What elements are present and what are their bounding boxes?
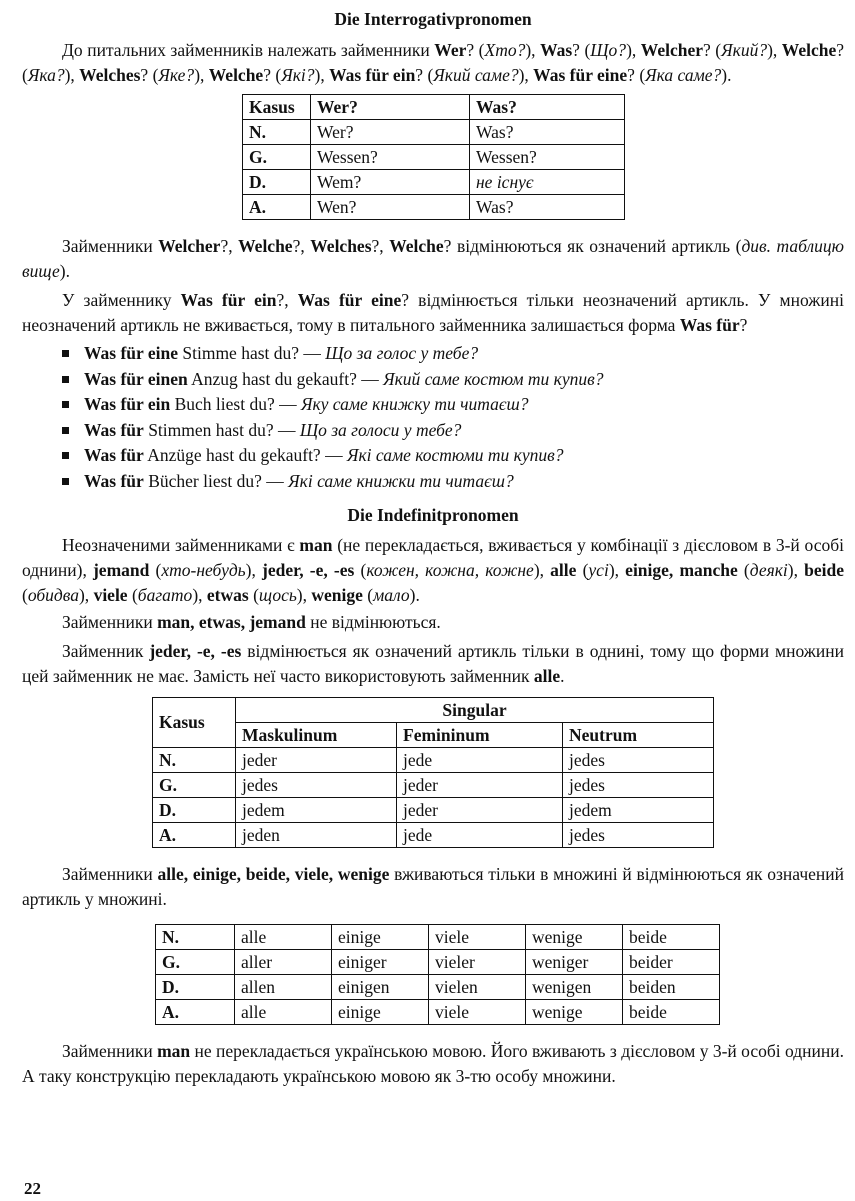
text-run: ( [737,560,750,580]
table-cell: beider [623,950,720,975]
text-run: Bücher liest du? — [143,470,289,491]
case-cell: A. [243,195,311,220]
singular-header: Singular [236,698,714,723]
bold-text: man, etwas, jemand [157,612,306,632]
bold-text: Welcher [158,236,221,256]
text-run: відмінюється як означений артикль тільки в однині, тому що форми множини цей займенник не має. Замість неї часто використовують займенник [22,641,844,686]
bold-text: Was für ein [84,394,171,414]
table-row [243,170,625,195]
italic-text: обидва [27,585,79,605]
table-cell: jede [397,748,563,773]
table-cell: einigen [332,975,429,1000]
text-run: Неозначеними займенниками є [62,535,300,555]
table-cell: Was? [470,195,625,220]
header-cell: Maskulinum [236,723,397,748]
text-run: Stimme hast du? — [178,343,326,363]
table-cell: alle [235,925,332,950]
table-cell: jede [397,823,563,848]
table-cell: einige [332,1000,429,1025]
bold-text: alle, einige, beide, viele, wenige [157,864,390,884]
italic-text: Яку саме книжку ти читаєш? [300,394,529,414]
text-run: не відмінюються. [305,612,441,632]
table-cell: beide [623,925,720,950]
bold-text: Was [540,40,573,60]
bold-text: alle [550,560,577,580]
bold-text: beide [804,560,845,580]
bold-text: Was für eine [84,343,178,363]
table-cell: wenigen [526,975,623,1000]
list-item [22,367,844,393]
case-cell: N. [243,120,311,145]
italic-text: деякі [749,560,788,580]
italic-text: усі [588,560,609,580]
table-header-row [153,698,714,723]
table-cell: weniger [526,950,623,975]
table-cell: wenige [526,1000,623,1025]
table-cell: jeder [236,748,397,773]
text-run: ), [767,40,782,60]
text-run: Anzug hast du gekauft? — [187,368,384,389]
italic-text: див. таблицю вище [22,236,844,281]
page-content [22,4,844,1089]
table-cell: jeder [397,773,563,798]
text-run: До питальних займенників належать займенники [62,40,435,60]
bold-text: Was für einen [84,368,188,389]
case-cell: A. [153,823,236,848]
italic-text: Яка? [27,65,65,85]
case-cell: N. [153,748,236,773]
bold-text: Was für ein [180,290,277,310]
was-fuer-paragraph [22,288,844,338]
table-cell: viele [429,1000,526,1025]
text-run: Займенники [62,236,159,256]
plural-paragraph [22,862,844,912]
text-run: ? ( [627,65,646,85]
text-run: ). [59,261,70,281]
italic-text: Який саме? [433,65,519,85]
text-run: ? ( [466,40,485,60]
italic-text: мало [373,585,410,605]
example-text [84,471,514,491]
text-run: (не перекладається, вживається у комбінації з дієсловом в 3-й особі однини), [22,535,844,580]
bold-text: Was für [679,315,740,335]
table-cell: jedes [236,773,397,798]
header-cell: Kasus [243,95,311,120]
italic-text: Що за голос у тебе? [325,343,479,363]
table-cell: wenige [526,925,623,950]
bold-text: einige, manche [625,560,738,580]
table-cell: Wen? [311,195,470,220]
italic-text: Хто? [484,40,526,60]
kasus-header: Kasus [153,698,236,748]
bold-text: wenige [311,585,363,605]
bold-text: Was für [84,445,144,465]
text-run: ), [608,560,626,580]
text-run: ( [362,585,374,605]
text-run: ), [525,40,541,60]
text-run: ? ( [22,40,845,85]
bold-text: Wer [434,40,467,60]
text-run: ), [787,560,805,580]
text-run: ? ( [572,40,591,60]
list-item [22,469,844,495]
italic-text: Які? [281,65,315,85]
table-cell: jedem [236,798,397,823]
jeder-paragraph [22,639,844,689]
text-run: ), [78,585,94,605]
text-run: Займенники [62,612,158,632]
text-run: ( [22,585,28,605]
italic-text: Що за голоси у тебе? [299,419,462,440]
italic-text: Які саме костюми ти купив? [346,445,564,465]
text-run: ?, [220,236,239,256]
table-cell: allen [235,975,332,1000]
italic-text: Яка саме? [645,65,722,85]
table-cell: aller [235,950,332,975]
text-run: ), [194,65,209,85]
bold-text: Welches [310,236,372,256]
example-text [84,420,461,440]
example-text [84,394,528,414]
table-row [243,120,625,145]
header-cell: Neutrum [563,723,714,748]
table-cell: jedem [563,798,714,823]
text-run: ), [533,560,551,580]
man-paragraph [22,1039,844,1089]
plural-table [155,924,720,1025]
bold-text: Was für eine [533,65,628,85]
table-cell: Was? [470,120,625,145]
table-cell: Wessen? [470,145,625,170]
text-run: Займенники [62,1041,158,1061]
bold-text: Welche [781,40,837,60]
text-run: ), [626,40,641,60]
text-run: ( [149,560,162,580]
section-title-indefinitpronomen: Die Indefinitpronomen [347,505,519,525]
table-cell: viele [429,925,526,950]
table-row [156,1000,720,1025]
text-run: ). [721,65,732,85]
table-row [153,798,714,823]
table-cell: beiden [623,975,720,1000]
bold-text: Was für ein [329,65,416,85]
table-cell: не існує [470,170,625,195]
text-run: ? відмінюються як означений артикль ( [443,236,742,256]
table-cell: jedes [563,748,714,773]
header-cell: Femininum [397,723,563,748]
table-row [153,773,714,798]
header-cell: Was? [470,95,625,120]
table-row [156,925,720,950]
table-cell: einiger [332,950,429,975]
bullet-icon [62,376,69,383]
bold-text: Welches [79,65,141,85]
table-subheader-row [153,723,714,748]
text-run: ?, [276,290,298,310]
bold-text: man [157,1041,191,1061]
bullet-icon [62,478,69,485]
text-run: Anzüge hast du gekauft? — [143,445,347,465]
case-cell: D. [156,975,235,1000]
table-cell: vieler [429,950,526,975]
text-run: ), [296,585,312,605]
italic-text: багато [137,585,193,605]
text-run: Stimmen hast du? — [143,419,300,440]
text-run: ), [192,585,207,605]
list-item [22,392,844,418]
table-cell: einige [332,925,429,950]
text-run: ( [248,585,259,605]
bold-text: Was für eine [297,290,402,310]
header-cell: Wer? [311,95,470,120]
italic-text: кожен, кожна, кожне [366,560,534,580]
intro-paragraph [22,38,844,88]
text-run: ( [576,560,589,580]
example-text [84,343,478,363]
table-header-row [243,95,625,120]
case-cell: A. [156,1000,235,1025]
text-run: ? ( [140,65,159,85]
text-run: вживаються тільки в множині й відмінюються як означений артикль у множині. [22,864,844,909]
table-cell: vielen [429,975,526,1000]
table-cell: Wer? [311,120,470,145]
page-number: 22 [24,1179,41,1198]
examples-list [22,341,844,494]
welcher-paragraph [22,234,844,284]
list-item [22,443,844,469]
text-run: ), [245,560,263,580]
italic-text: Що? [590,40,627,60]
table-cell: Wem? [311,170,470,195]
bullet-icon [62,401,69,408]
text-run: ( [127,585,138,605]
bold-text: Welche [208,65,264,85]
indefinit-intro-paragraph [22,533,844,608]
case-cell: G. [153,773,236,798]
bold-text: man [299,535,333,555]
italic-text: хто-небудь [161,560,246,580]
bullet-icon [62,350,69,357]
bullet-icon [62,452,69,459]
table-row [153,823,714,848]
bold-text: jeder, -e, -es [149,641,242,661]
bold-text: Was für [84,419,144,440]
table-row [153,748,714,773]
bullet-icon [62,427,69,434]
bold-text: Was für [84,470,144,491]
table-row [156,950,720,975]
table-cell: alle [235,1000,332,1025]
text-run: Buch liest du? — [170,394,301,414]
table-cell: Wessen? [311,145,470,170]
text-run: У займеннику [62,290,181,310]
wer-was-table [242,94,625,220]
example-text [84,445,563,465]
example-text [84,369,603,389]
text-run: ( [354,560,367,580]
text-run: ). [409,585,420,605]
table-cell: jeder [397,798,563,823]
table-row [156,975,720,1000]
italic-text: Яке? [158,65,195,85]
list-item [22,341,844,367]
case-cell: G. [156,950,235,975]
case-cell: D. [243,170,311,195]
jeder-table [152,697,714,848]
text-run: ? відмінюється тільки неозначений артикль. У множині неозначений артикль не вживається, тому в питального займенника залишається форма [22,290,844,335]
table-row [243,195,625,220]
text-run: ?, [371,236,390,256]
table-cell: jedes [563,773,714,798]
bold-text: jemand [92,560,150,580]
italic-text: Який саме костюм ти купив? [383,368,604,389]
italic-text: Які саме книжки ти читаєш? [288,470,514,491]
bold-text: Welcher [640,40,703,60]
text-run: ? ( [415,65,434,85]
case-cell: D. [153,798,236,823]
bold-text: etwas [206,585,249,605]
case-cell: G. [243,145,311,170]
text-run: не перекладається українською мовою. Його вживають з дієсловом у 3-й особі однини. А таку конструкцію перекладають українською мовою як 3-тю особу множини. [22,1041,845,1086]
bold-text: Welche [389,236,444,256]
text-run: ), [518,65,534,85]
table-row [243,145,625,170]
table-cell: beide [623,1000,720,1025]
list-item [22,418,844,444]
bold-text: Welche [238,236,293,256]
table-cell: jedes [563,823,714,848]
section-title-interrogativpronomen: Die Interrogativpronomen [334,9,532,29]
italic-text: щось [258,585,297,605]
text-run: ?, [292,236,311,256]
text-run: ), [314,65,330,85]
case-cell: N. [156,925,235,950]
text-run: Займенник [62,641,150,661]
bold-text: viele [93,585,128,605]
table-cell: jeden [236,823,397,848]
text-run: . [560,666,565,686]
text-run: ? ( [703,40,722,60]
italic-text: Який? [721,40,768,60]
text-run: Займенники [62,864,158,884]
bold-text: alle [533,666,561,686]
bold-text: jeder, -e, -es [262,560,355,580]
undeclined-paragraph [22,610,844,635]
text-run: ), [64,65,80,85]
text-run: ? [739,315,748,335]
text-run: ? ( [263,65,282,85]
